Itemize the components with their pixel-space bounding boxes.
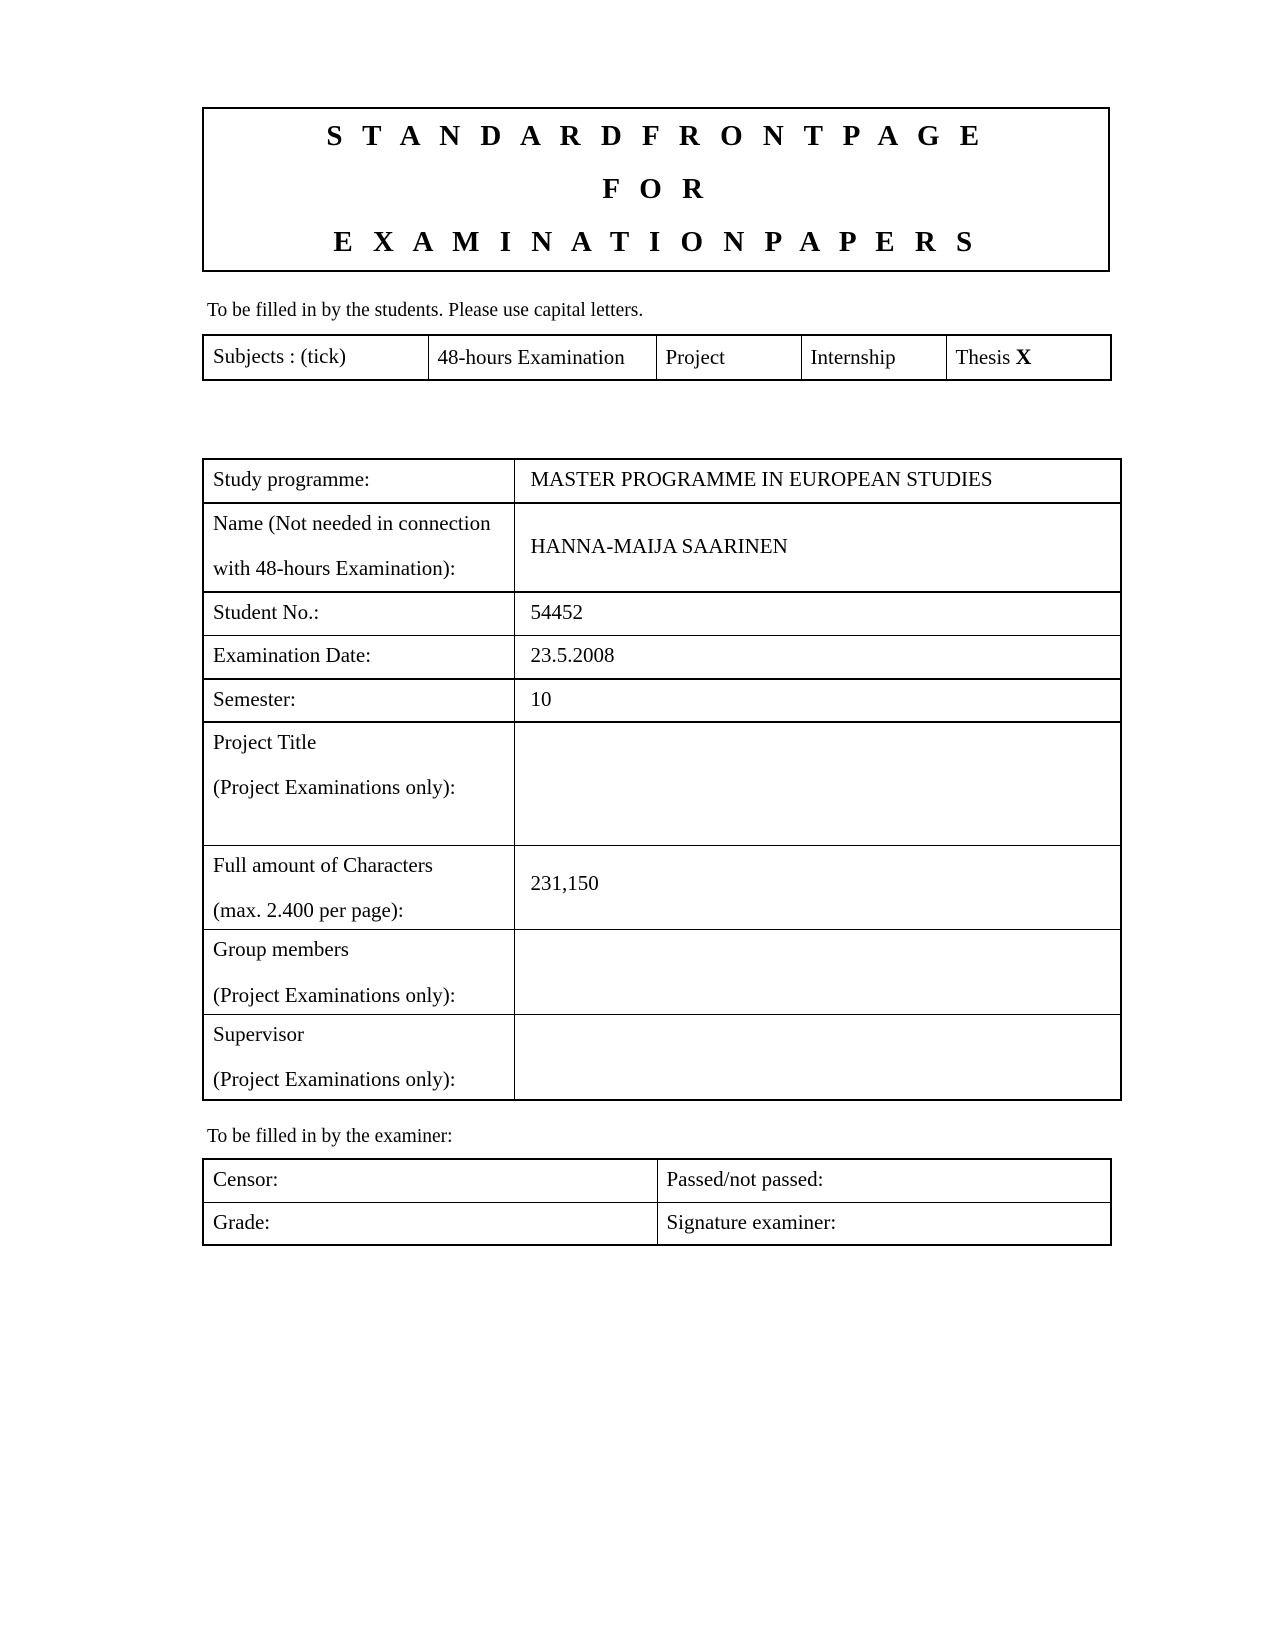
student-details-table (202, 458, 1122, 1101)
supervisor-label-line-1: Supervisor (213, 1021, 304, 1046)
student-no-label-cell (203, 592, 514, 635)
characters-value: 231,150 (530, 870, 599, 895)
signature-label: Signature examiner: (666, 1209, 837, 1234)
study-programme-value: MASTER PROGRAMME IN EUROPEAN STUDIES (530, 467, 993, 491)
examination-date-label-cell (203, 635, 514, 679)
subject-option-internship-label: Internship (810, 345, 896, 369)
grade-cell[interactable] (203, 1202, 657, 1245)
subject-option-project-label: Project (665, 345, 725, 369)
subjects-table (202, 334, 1112, 381)
students-instruction: To be filled in by the students. Please use capital letters. (207, 300, 644, 321)
examination-date-value: 23.5.2008 (530, 642, 615, 667)
examiner-table (202, 1158, 1112, 1246)
subject-option-thesis-label: Thesis (955, 345, 1011, 369)
supervisor-value (524, 1022, 531, 1046)
passed-cell[interactable] (657, 1159, 1111, 1202)
project-title-label-cell (203, 722, 514, 845)
group-members-value-cell[interactable] (514, 930, 1121, 1015)
subject-option-48hours[interactable] (428, 335, 656, 380)
table-row-grade (203, 1202, 1111, 1245)
student-no-label: Student No.: (213, 600, 320, 624)
table-row-censor (203, 1159, 1111, 1202)
examiner-instruction: To be filled in by the examiner: (207, 1126, 453, 1147)
signature-cell[interactable] (657, 1202, 1111, 1245)
subject-option-thesis-tick: X (1015, 344, 1032, 369)
grade-label: Grade: (213, 1209, 271, 1234)
examination-date-value-cell[interactable] (514, 635, 1121, 679)
name-value-cell[interactable] (514, 503, 1121, 592)
project-title-value-cell[interactable] (514, 722, 1121, 845)
table-row-project-title (203, 722, 1121, 845)
subject-option-project[interactable] (656, 335, 801, 380)
table-row-group-members (203, 930, 1121, 1015)
group-members-value (524, 937, 531, 961)
semester-label-cell (203, 679, 514, 722)
passed-label: Passed/not passed: (666, 1167, 824, 1191)
name-label-line-1: Name (Not needed in connection (213, 511, 491, 535)
student-no-value: 54452 (530, 600, 583, 624)
title-line-1: S T A N D A R D F R O N T P A G E (326, 120, 986, 153)
table-row-characters (203, 845, 1121, 930)
group-members-label-cell (203, 930, 514, 1015)
project-title-label-line-2: (Project Examinations only): (213, 775, 456, 800)
characters-label-cell (203, 845, 514, 930)
name-value: HANNA-MAIJA SAARINEN (530, 534, 788, 558)
characters-value-cell[interactable] (514, 845, 1121, 930)
table-row-supervisor (203, 1014, 1121, 1099)
semester-value: 10 (530, 687, 552, 711)
name-label-cell (203, 503, 514, 592)
supervisor-label-line-2: (Project Examinations only): (213, 1067, 456, 1092)
subjects-label-cell (203, 335, 428, 380)
table-row-student-no (203, 592, 1121, 635)
group-members-label-line-2: (Project Examinations only): (213, 982, 456, 1007)
table-row-study-programme (203, 459, 1121, 503)
study-programme-value-cell[interactable] (514, 459, 1121, 503)
title-line-2: F O R (602, 173, 710, 206)
table-row-name (203, 503, 1121, 592)
student-no-value-cell[interactable] (514, 592, 1121, 635)
subjects-label: Subjects : (tick) (213, 344, 346, 368)
semester-value-cell[interactable] (514, 679, 1121, 722)
project-title-label-line-1: Project Title (213, 730, 317, 754)
censor-label: Censor: (213, 1167, 279, 1191)
supervisor-value-cell[interactable] (514, 1014, 1121, 1099)
semester-label: Semester: (213, 687, 296, 711)
study-programme-label-cell (203, 459, 514, 503)
subject-option-thesis[interactable] (946, 335, 1111, 380)
table-row-examination-date (203, 635, 1121, 679)
project-title-value (524, 730, 531, 754)
study-programme-label: Study programme: (213, 467, 370, 491)
name-label-line-2: with 48-hours Examination): (213, 556, 456, 581)
document-title-box (202, 107, 1110, 272)
supervisor-label-cell (203, 1014, 514, 1099)
subject-option-48hours-label: 48-hours Examination (437, 345, 625, 369)
table-row-semester (203, 679, 1121, 722)
table-row (203, 335, 1111, 380)
title-line-3: E X A M I N A T I O N P A P E R S (333, 225, 979, 258)
characters-label-line-2: (max. 2.400 per page): (213, 897, 404, 922)
group-members-label-line-1: Group members (213, 937, 349, 962)
examination-date-label: Examination Date: (213, 642, 372, 667)
censor-cell[interactable] (203, 1159, 657, 1202)
characters-label-line-1: Full amount of Characters (213, 852, 433, 877)
subject-option-internship[interactable] (801, 335, 946, 380)
